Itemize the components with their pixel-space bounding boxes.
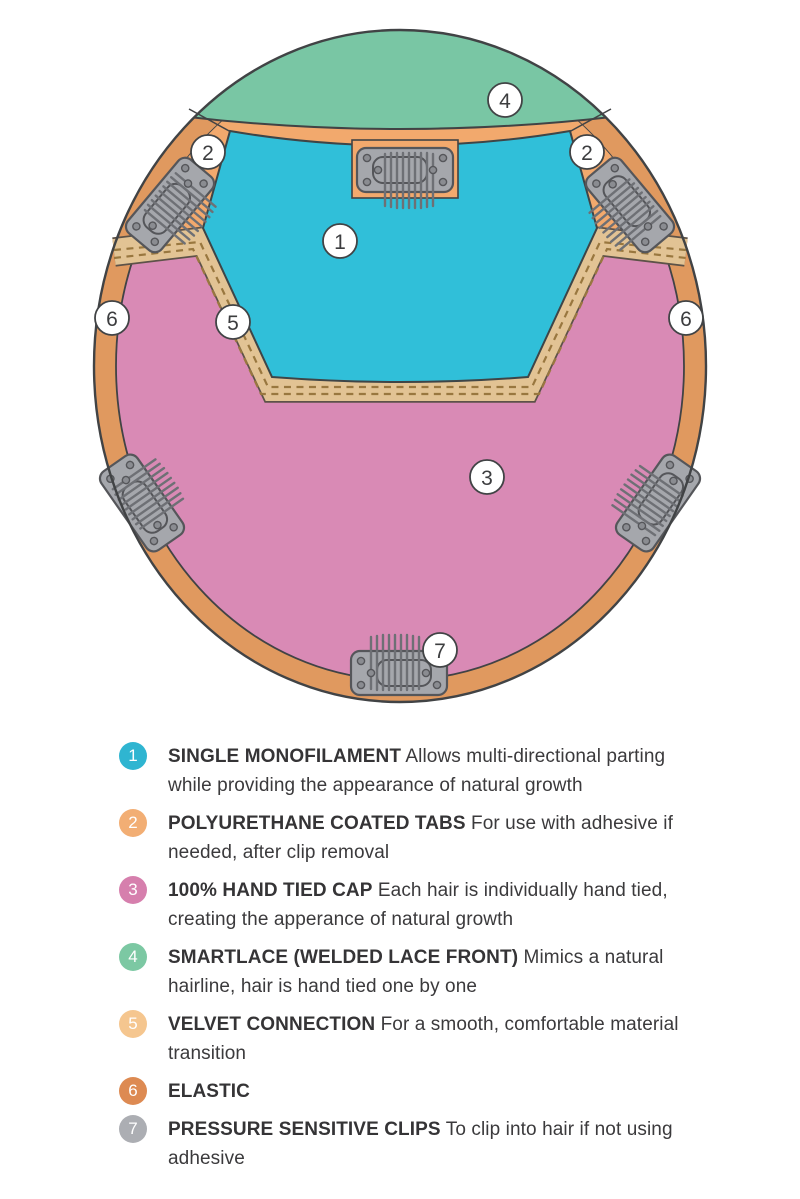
svg-text:2: 2 [581,142,593,165]
svg-text:6: 6 [680,308,692,331]
callout-3-cap [470,460,504,494]
legend-text-5: VELVET CONNECTION For a smooth, comfortable material transition [168,1014,679,1064]
legend-dot-5: 5 [119,1010,147,1038]
legend-item-3 [119,876,709,934]
callout-7-clip [423,633,457,667]
legend-dot-2: 2 [119,809,147,837]
svg-text:6: 6 [106,308,118,331]
smartlace-area [180,10,620,129]
callout-2-tab-left [191,135,225,169]
callout-6-elastic-left [95,301,129,335]
legend-item-4 [119,943,709,1001]
legend-item-1 [119,742,709,800]
legend-text-6: ELASTIC [168,1081,250,1102]
legend-item-7 [119,1115,709,1173]
legend-dot-4: 4 [119,943,147,971]
callout-4-smartlace [488,83,522,117]
callout-6-elastic-right [669,301,703,335]
svg-text:4: 4 [499,90,511,113]
legend-dot-7: 7 [119,1115,147,1143]
svg-text:2: 2 [202,142,214,165]
legend-text-7: PRESSURE SENSITIVE CLIPS To clip into hair if not using adhesive [168,1119,673,1169]
legend-text-1: SINGLE MONOFILAMENT Allows multi-directional parting while providing the appearance of natural growth [168,746,666,796]
svg-text:1: 1 [334,231,346,254]
svg-text:3: 3 [481,467,493,490]
legend-text-4: SMARTLACE (WELDED LACE FRONT) Mimics a natural hairline, hair is hand tied one by one [168,947,664,997]
svg-text:5: 5 [227,312,239,335]
legend-dot-6: 6 [119,1077,147,1105]
legend-text-3: 100% HAND TIED CAP Each hair is individually hand tied, creating the apperance of natural growth [168,880,668,930]
legend [119,742,709,1182]
legend-item-6 [119,1077,709,1106]
legend-item-2 [119,809,709,867]
legend-text-2: POLYURETHANE COATED TABS For use with adhesive if needed, after clip removal [168,813,673,863]
legend-item-5 [119,1010,709,1068]
svg-text:7: 7 [434,640,446,663]
callout-5-velvet [216,305,250,339]
callout-1-monofilament [323,224,357,258]
legend-dot-3: 3 [119,876,147,904]
legend-dot-1: 1 [119,742,147,770]
callout-2-tab-right [570,135,604,169]
